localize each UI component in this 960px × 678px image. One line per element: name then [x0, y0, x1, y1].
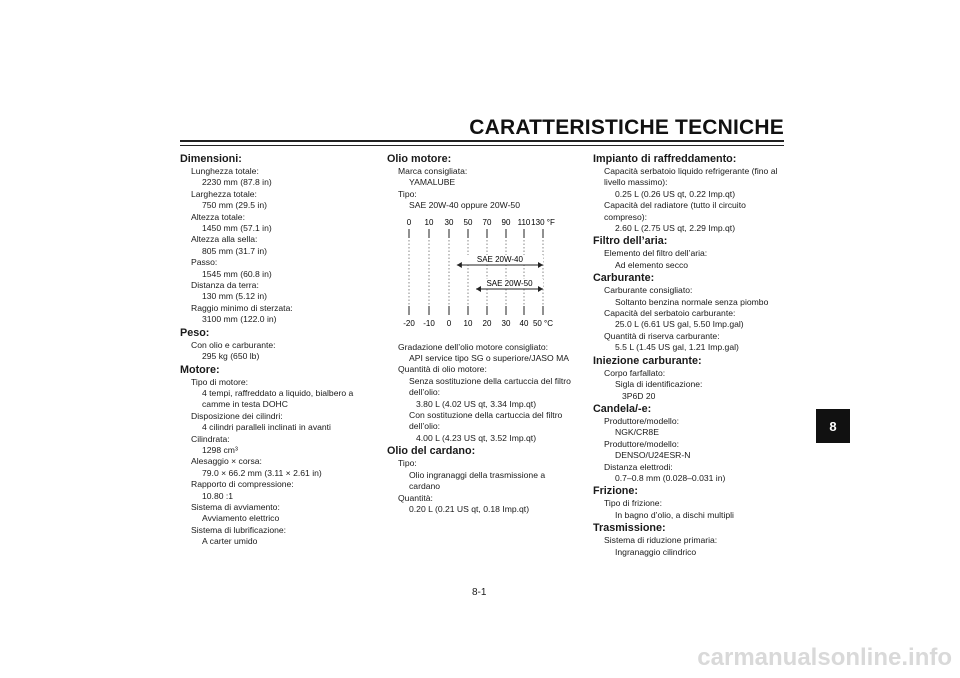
section-heading: Iniezione carburante: [593, 354, 702, 367]
celsius-tick-label: 20 [482, 318, 492, 328]
spec-line: Olio ingranaggi della trasmissione a [409, 469, 546, 480]
spec-line: 0.25 L (0.26 US qt, 0.22 Imp.qt) [615, 188, 736, 199]
spec-line: Corpo farfallato: [604, 367, 666, 378]
fahrenheit-tick-label: 70 [482, 217, 492, 227]
spec-line: Alesaggio × corsa: [191, 456, 262, 467]
spec-line: 130 mm (5.12 in) [202, 291, 267, 302]
spec-line: API service tipo SG o superiore/JASO MA [409, 353, 569, 364]
spec-line: Produttore/modello: [604, 438, 679, 449]
spec-line: 0.20 L (0.21 US qt, 0.18 Imp.qt) [409, 503, 530, 514]
column-middle [387, 152, 582, 515]
column-right [593, 152, 788, 558]
section-heading: Peso: [180, 326, 210, 339]
spec-line: 3.80 L (4.02 US qt, 3.34 Imp.qt) [416, 398, 537, 409]
spec-line: Ad elemento secco [615, 259, 689, 270]
celsius-tick-label: 30 [501, 318, 511, 328]
spec-line: Elemento del filtro dell’aria: [604, 248, 708, 259]
section-heading: Carburante: [593, 272, 655, 285]
spec-line: Tipo di frizione: [604, 498, 662, 509]
celsius-tick-label: 10 [463, 318, 473, 328]
spec-line: Soltanto benzina normale senza piombo [615, 296, 769, 307]
spec-line: In bagno d’olio, a dischi multipli [615, 509, 734, 520]
fahrenheit-tick-label: 50 [463, 217, 473, 227]
spec-line: Lunghezza totale: [191, 166, 259, 176]
spec-line: 2230 mm (87.8 in) [202, 177, 272, 188]
celsius-tick-label: -10 [423, 318, 435, 328]
spec-line: dell’olio: [409, 421, 441, 432]
spec-line: Quantità di riserva carburante: [604, 330, 720, 341]
column-left [180, 152, 370, 548]
spec-line: cardano [409, 481, 441, 492]
spec-line: 0.7–0.8 mm (0.028–0.031 in) [615, 472, 726, 483]
spec-line: 4.00 L (4.23 US qt, 3.52 Imp.qt) [416, 432, 537, 443]
spec-line: 1450 mm (57.1 in) [202, 223, 272, 234]
spec-line: Tipo: [398, 458, 417, 469]
spec-line: Passo: [191, 257, 218, 268]
spec-line: Distanza elettrodi: [604, 461, 673, 472]
spec-line: 805 mm (31.7 in) [202, 245, 267, 256]
spec-line: Altezza alla sella: [191, 234, 258, 245]
section-heading: Frizione: [593, 485, 638, 498]
section-tab: 8 [816, 409, 850, 443]
spec-line: Quantità: [398, 492, 433, 503]
spec-line: Sistema di avviamento: [191, 501, 280, 512]
spec-line: 10.80 :1 [202, 490, 234, 501]
spec-line: Capacità serbatoio liquido refrigerante (fino al [604, 166, 778, 176]
spec-line: Con sostituzione della cartuccia del filtro [409, 410, 563, 421]
spec-line: 4 cilindri paralleli inclinati in avanti [202, 422, 331, 433]
spec-line: Distanza da terra: [191, 280, 259, 291]
celsius-tick-label: 0 [446, 318, 452, 328]
series-label: SAE 20W-40 [476, 254, 523, 264]
spec-line: Rapporto di compressione: [191, 479, 294, 490]
watermark: carmanualsonline.info [697, 644, 952, 671]
spec-line: Cilindrata: [191, 433, 230, 444]
header-rule [180, 140, 784, 142]
section-heading: Olio del cardano: [387, 445, 476, 458]
header-rule-thin [180, 145, 784, 146]
spec-line: Avviamento elettrico [202, 513, 280, 524]
oil-viscosity-chart-svg [387, 216, 567, 334]
celsius-tick-label: -20 [403, 318, 415, 328]
spec-line: 79.0 × 66.2 mm (3.11 × 2.61 in) [202, 467, 322, 478]
spec-line: Larghezza totale: [191, 188, 257, 199]
celsius-tick-label: 50 °C [532, 318, 554, 328]
spec-line: Ingranaggio cilindrico [615, 546, 697, 557]
spec-line: 25.0 L (6.61 US gal, 5.50 Imp.gal) [615, 319, 744, 330]
spec-line: Sistema di riduzione primaria: [604, 535, 718, 546]
spec-line: 1298 cm³ [202, 444, 238, 455]
spec-line: Gradazione dell’olio motore consigliato: [398, 341, 548, 352]
spec-line: Tipo di motore: [191, 376, 248, 387]
section-heading: Filtro dell’aria: [593, 235, 668, 248]
spec-line: Senza sostituzione della cartuccia del filtro [409, 375, 571, 386]
section-heading: Dimensioni: [180, 153, 242, 165]
spec-line: Sigla di identificazione: [615, 379, 703, 390]
oil-viscosity-chart [387, 216, 567, 334]
section-heading: Candela/-e: [593, 402, 652, 415]
spec-line: NGK/CR8E [615, 427, 659, 438]
fahrenheit-tick-label: 90 [501, 217, 511, 227]
spec-line: Quantità di olio motore: [398, 364, 487, 375]
spec-line: Raggio minimo di sterzata: [191, 302, 293, 313]
spec-line: SAE 20W-40 oppure 20W-50 [409, 200, 520, 211]
spec-line: Sistema di lubrificazione: [191, 524, 287, 535]
page-number: 8-1 [472, 587, 487, 598]
spec-line: Capacità del radiatore (tutto il circuito [604, 200, 746, 211]
spec-line: 1545 mm (60.8 in) [202, 268, 272, 279]
spec-line: Con olio e carburante: [191, 339, 276, 350]
series-label: SAE 20W-50 [486, 278, 533, 288]
fahrenheit-tick-label: 30 [444, 217, 454, 227]
spec-line: Marca consigliata: [398, 166, 468, 176]
fahrenheit-tick-label: 0 [406, 217, 412, 227]
fahrenheit-tick-label: 10 [424, 217, 434, 227]
section-heading: Impianto di raffreddamento: [593, 153, 737, 165]
section-heading: Motore: [180, 363, 220, 376]
spec-line: 295 kg (650 lb) [202, 351, 260, 362]
spec-line: Capacità del serbatoio carburante: [604, 308, 736, 319]
spec-line: 4 tempi, raffreddato a liquido, bialbero a [202, 387, 354, 398]
spec-line: 750 mm (29.5 in) [202, 200, 267, 211]
spec-line: YAMALUBE [409, 177, 456, 188]
spec-line: DENSO/U24ESR-N [615, 450, 691, 461]
spec-line: A carter umido [202, 536, 258, 547]
spec-line: livello massimo): [604, 177, 668, 188]
section-heading: Trasmissione: [593, 522, 666, 535]
spec-line: 3P6D 20 [622, 390, 656, 401]
fahrenheit-tick-label: 110 [517, 217, 531, 227]
spec-line: 2.60 L (2.75 US qt, 2.29 Imp.qt) [615, 223, 736, 234]
spec-line: Carburante consigliato: [604, 285, 693, 296]
spec-line: Produttore/modello: [604, 415, 679, 426]
spec-line: dell’olio: [409, 387, 441, 398]
page-title: CARATTERISTICHE TECNICHE [469, 116, 784, 139]
spec-line: compreso): [604, 211, 647, 222]
spec-line: Tipo: [398, 188, 417, 199]
spec-line: 5.5 L (1.45 US gal, 1.21 Imp.gal) [615, 342, 739, 353]
spec-line: camme in testa DOHC [202, 399, 288, 410]
spec-line: Disposizione dei cilindri: [191, 410, 283, 421]
fahrenheit-tick-label: 130 °F [531, 217, 555, 227]
spec-line: 3100 mm (122.0 in) [202, 314, 277, 325]
spec-line: Altezza totale: [191, 211, 245, 222]
celsius-tick-label: 40 [519, 318, 529, 328]
section-heading: Olio motore: [387, 153, 452, 165]
